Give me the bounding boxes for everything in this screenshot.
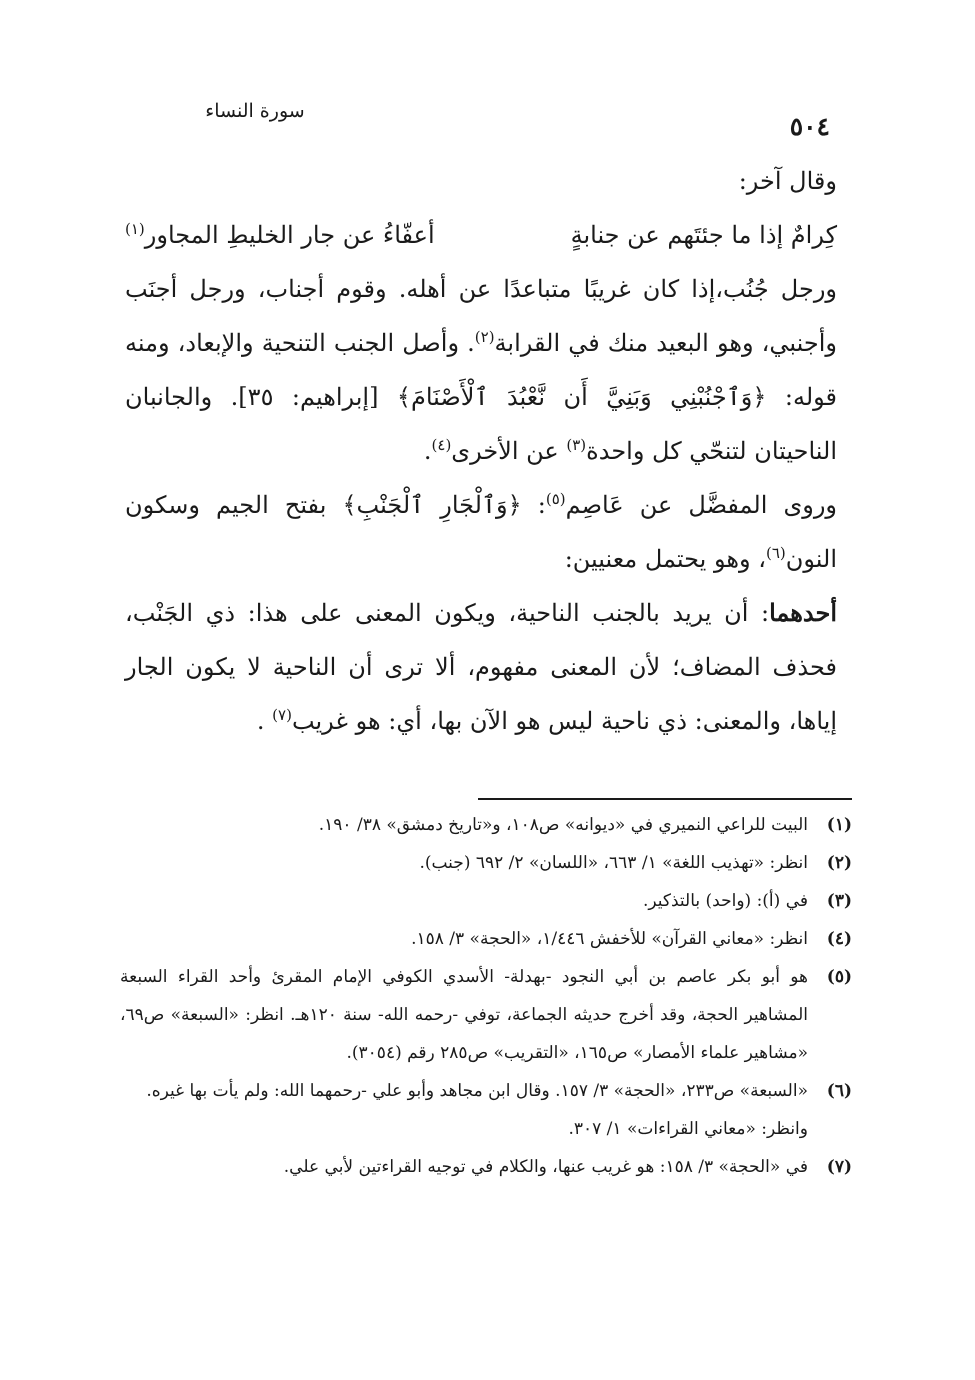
footnote-marker[interactable]: (٥): [545, 490, 566, 508]
footnote: [120, 806, 852, 844]
running-title: سورة النساء: [205, 100, 305, 122]
footnote-text: انظر: «معاني القرآن» للأخفش ١/٤٤٦، «الحجة» ٣/ ١٥٨.: [411, 929, 808, 949]
paragraph-text: عن الأخرى: [451, 437, 567, 465]
quran-verse: ﴿وَٱلْجَارِ ٱلْجَنْبِ﴾: [342, 491, 522, 519]
footnote-number: (٥): [826, 967, 852, 987]
paragraph-text: :: [521, 491, 546, 519]
footnote-number: (٧): [826, 1157, 852, 1177]
footnote-number: (٣): [826, 891, 852, 911]
footnote-text: في (أ): (واحد) بالتذكير.: [642, 891, 808, 911]
paragraph-3: [125, 586, 837, 748]
footnote: [120, 920, 852, 958]
verse-second-hemistich: [125, 208, 435, 262]
paragraph-text: : أن يريد بالجنب الناحية، ويكون المعنى على هذا: ذي الجَنْب، فحذف المضاف؛ لأن المعنى مفهوم، ألا ترى أن الناحية لا يكون الجار إياها، والمعنى: ذي ناحية ليس هو الآن بها، أي: هو غريب: [125, 599, 837, 735]
footnote-separator: [478, 798, 852, 800]
footnote-text-extra: وانظر: «معاني القراءات» ١/ ٣٠٧.: [568, 1119, 808, 1139]
footnote-marker[interactable]: (٦): [765, 544, 786, 562]
footnote-marker[interactable]: (٧): [272, 706, 292, 724]
footnote-text: البيت للراعي النميري في «ديوانه» ص١٠٨، و«تاريخ دمشق» ٣٨/ ١٩٠.: [318, 815, 808, 835]
paragraph-text: ، وهو يحتمل معنيين:: [564, 545, 766, 573]
main-text: [125, 154, 837, 748]
footnote-number: (٤): [826, 929, 852, 949]
poetry-verse: [125, 208, 837, 262]
footnote-marker[interactable]: (١): [125, 220, 145, 238]
quran-verse: ﴿وَٱجْنُبْنِي وَبَنِيَّ أَن نَّعْبُدَ ٱلْأَصْنَامَ﴾: [396, 383, 767, 411]
footnote-marker[interactable]: (٢): [474, 328, 495, 346]
paragraph-lead: أحدهما: [769, 598, 838, 627]
footnote: [120, 882, 852, 920]
footnote-marker[interactable]: (٣): [566, 436, 587, 454]
paragraph-1: [125, 262, 837, 478]
footnote-text: انظر: «تهذيب اللغة» ١/ ٦٦٣، «اللسان» ٢/ ٦٩٢ (جنب).: [419, 853, 808, 873]
verse-first-hemistich: كِرامٌ إذا ما جئتَهم عن جنابةٍ: [570, 221, 837, 249]
footnote-number: (٦): [826, 1081, 852, 1101]
footnote-text: «السبعة» ص٢٣٣، «الحجة» ٣/ ١٥٧. وقال ابن مجاهد وأبو علي -رحمهما الله: ولم يأت بها غيره.: [146, 1081, 808, 1101]
paragraph-text: .: [423, 437, 432, 465]
footnote-marker[interactable]: (٤): [431, 436, 452, 454]
paragraph-text: وروى المفضَّل عن عَاصِم: [565, 491, 838, 519]
verse-intro: وقال آخر:: [738, 167, 837, 195]
footnote: [120, 1072, 852, 1148]
paragraph-text: [إبراهيم: ٣٥]. والجانبان الناحيتان لتنحّي كل واحدة: [125, 383, 837, 465]
paragraph-text: ورجل جُنُب،إذا كان غريبًا متباعدًا عن أهله. وقوم أجناب، ورجل أجنَب وأجنبي، وهو البعيد منك في القرابة: [125, 275, 838, 357]
footnote-text: في «الحجة» ٣/ ١٥٨: هو غريب عنها، والكلام في توجيه القراءتين لأبي علي.: [283, 1157, 808, 1177]
paragraph-text: بفتح الجيم وسكون النون: [125, 491, 837, 573]
footnotes: [120, 806, 852, 1186]
footnote: [120, 1148, 852, 1186]
footnote-body: [120, 1072, 808, 1148]
paragraph-2: [125, 478, 837, 586]
page-number: ٥٠٤: [789, 112, 830, 141]
footnote-number: (٢): [826, 853, 852, 873]
footnote-text: هو أبو بكر عاصم بن أبي النجود -بهدلة- الأسدي الكوفي الإمام المقرئ وأحد القراء السبعة المشاهير الحجة، وقد أخرج حديثه الجماعة، توفي -رحمه الله- سنة ١٢٠هـ. انظر: «السبعة» ص٦٩، «مشاهير علماء الأمصار» ص١٦٥، «التقريب» ص٢٨٥ رقم (٣٠٥٤).: [120, 967, 809, 1063]
footnote-number: (١): [826, 815, 852, 835]
paragraph-text: .: [256, 707, 273, 735]
verse-second-text: أعفّاءُ عن جار الخليطِ المجاور: [144, 221, 435, 249]
footnote: [120, 958, 852, 1072]
footnote: [120, 844, 852, 882]
paragraph-text: . وأصل الجنب التنحية والإبعاد، ومنه قوله:: [125, 329, 838, 411]
